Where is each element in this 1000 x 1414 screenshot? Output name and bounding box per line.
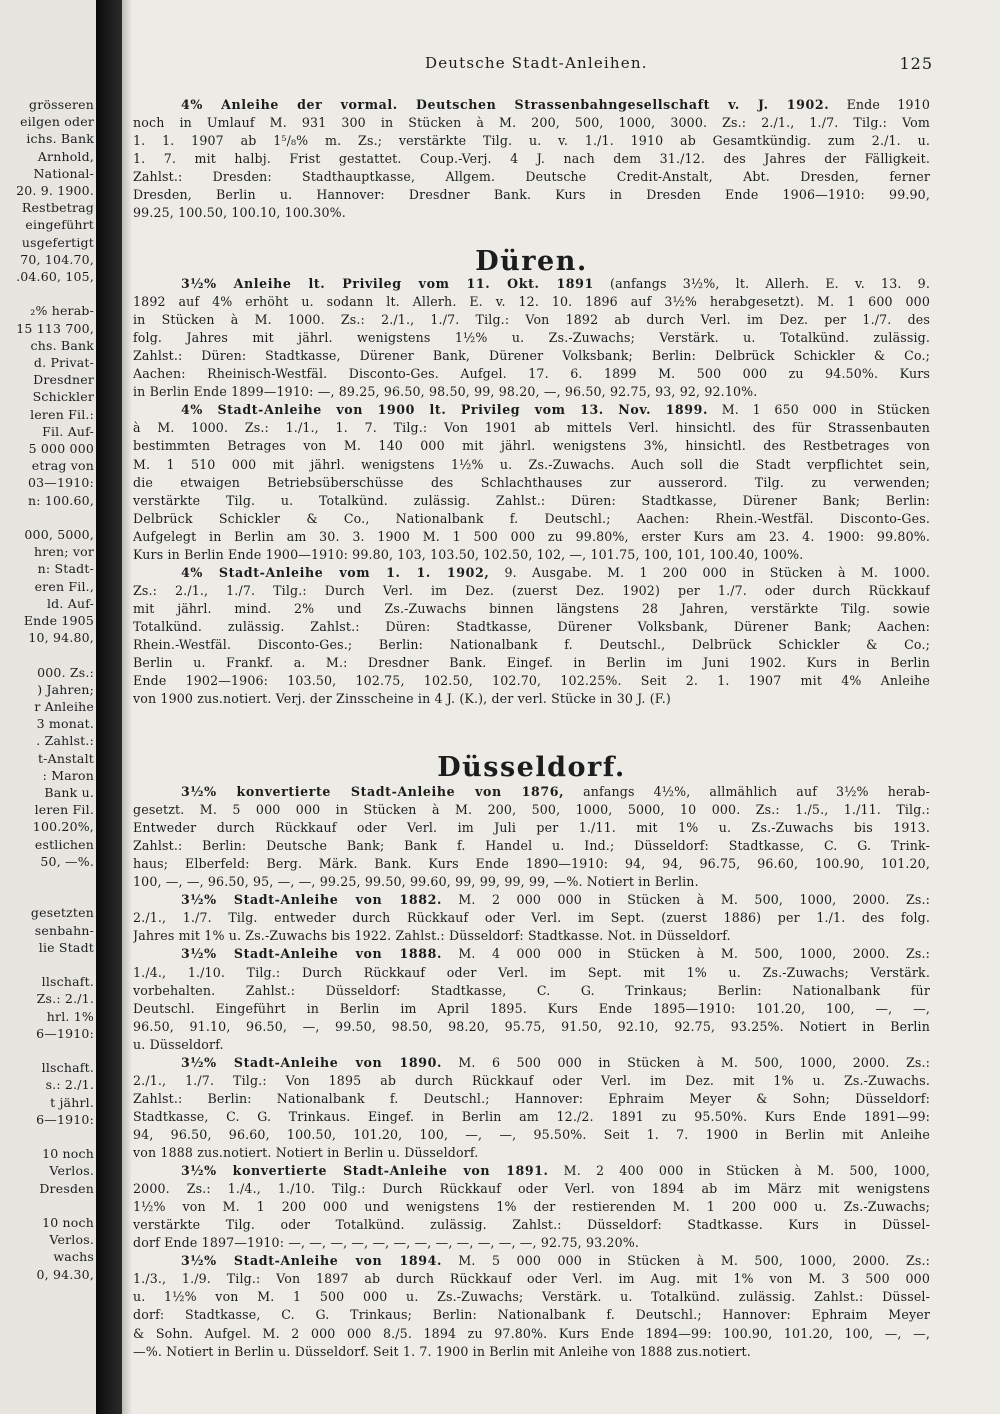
adjacent-page-line: Arnhold,	[37, 148, 94, 164]
line-text: Kurs in Berlin Ende 1900—1910: 99.80, 103, 103.50, 102.50, 102, —, 101.75, 100, 101, 100.40, 100%.	[133, 546, 804, 562]
line-text: Delbrück Schickler & Co., Nationalbank f. Deutschl.; Aachen: Rhein.-Westfäl. Disconto-Ges.	[133, 510, 930, 526]
line-text: 1. 1. 1907 ab 1⁵/₈% m. Zs.; verstärkte Tilg. u. v. 1./1. 1910 ab Gesamtkündig. zum 2./1. u.	[133, 133, 930, 149]
adjacent-page-line: 6—1910:	[36, 1111, 94, 1127]
entry-text-line	[133, 1270, 930, 1287]
line-text: M. 5 000 000 in Stücken à M. 500, 1000, 2000. Zs.:	[441, 1253, 930, 1269]
adjacent-page-line: lie Stadt	[38, 939, 94, 955]
line-text: 99.25, 100.50, 100.10, 100.30%.	[133, 205, 346, 221]
entry-text-line	[133, 456, 930, 473]
entry-heading-line	[181, 275, 930, 292]
entry-text-line	[133, 654, 930, 671]
line-text: 94, 96.50, 96.60, 100.50, 101.20, 100, —, —, 95.50%. Seit 1. 7. 1900 in Berlin mit Anleihe	[133, 1126, 930, 1142]
loan-title: 3½% Stadt-Anleihe von 1894.	[181, 1253, 442, 1269]
entry-text-line	[133, 1180, 930, 1197]
adjacent-page-line: llschaft.	[41, 974, 94, 990]
entry-heading-line	[181, 783, 930, 800]
entry-text-line	[133, 365, 930, 382]
line-text: dorf Ende 1897—1910: —, —, —, —, —, —, —, —, —, —, —, —, 92.75, 93.20%.	[133, 1235, 640, 1251]
entry-text-line	[133, 474, 930, 491]
line-text: M. 4 000 000 in Stücken à M. 500, 1000, 2000. Zs.:	[441, 946, 930, 962]
adjacent-page-line: ₂% herab-	[30, 303, 94, 319]
loan-title: 3½% konvertierte Stadt-Anleihe von 1876,	[181, 784, 565, 799]
adjacent-page-line: hren; vor	[33, 544, 94, 560]
adjacent-page-line: s.: 2./1.	[45, 1077, 94, 1093]
line-text: in Stücken à M. 1000. Zs.: 2./1., 1./7. Tilg.: Von 1892 ab durch Verl. im Dez. per 1./7. des	[133, 312, 930, 328]
adjacent-page-line: estlichen	[34, 836, 94, 852]
adjacent-page-line: Dresdner	[33, 372, 94, 388]
page-number: 125	[899, 54, 933, 73]
loan-title: 4% Anleihe der vormal. Deutschen Strassenbahngesellschaft v. J. 1902.	[181, 97, 830, 112]
entry-text-line	[133, 982, 930, 999]
adjacent-page-line: 100.20%,	[32, 819, 94, 835]
line-text: Ende 1902—1906: 103.50, 102.75, 102.50, 102.70, 102.25%. Seit 2. 1. 1907 mit 4% Anleihe	[133, 673, 930, 689]
adjacent-page-line: 15 113 700,	[16, 320, 94, 336]
entry-text-line	[133, 204, 930, 221]
adjacent-page-line: ld. Auf-	[46, 595, 94, 611]
entry-text-line	[133, 528, 930, 545]
entry-heading-line	[181, 1054, 930, 1071]
line-text: Zahlst.: Berlin: Nationalbank f. Deutschl.; Hannover: Ephraim Meyer & Sohn; Düsseldorf:	[133, 1090, 930, 1106]
adjacent-page-line: 03—1910:	[27, 475, 94, 491]
adjacent-page-strip	[0, 0, 96, 1414]
line-text: 2./1., 1./7. Tilg.: Von 1895 ab durch Rückkauf oder Verl. im Dez. mit 1% u. Zs.-Zuwachs.	[133, 1072, 930, 1088]
loan-title: 3½% Anleihe lt. Privileg vom 11. Okt. 1891	[181, 276, 594, 291]
line-text: (anfangs 3½%, lt. Allerh. E. v. 13. 9.	[593, 276, 930, 291]
line-text: in Berlin Ende 1899—1910: —, 89.25, 96.50, 98.50, 99, 98.20, —, 96.50, 92.75, 93, 92, 92.10%.	[133, 384, 758, 400]
entry-text-line	[133, 510, 930, 527]
running-title: Deutsche Stadt-Anleihen.	[425, 54, 648, 72]
line-text: folg. Jahres mit jährl. wenigstens 1½% u. Zs.-Zuwachs; Verstärk. u. Totalkünd. zulässig.	[133, 330, 930, 346]
line-text: Zahlst.: Düren: Stadtkasse, Dürener Bank, Dürener Volksbank; Berlin: Delbrück Schickler & Co.;	[133, 348, 930, 364]
entry-text-line	[133, 1343, 930, 1360]
entry-text-line	[133, 347, 930, 364]
entry-heading-line	[181, 564, 930, 581]
gutter-shadow	[122, 0, 132, 1414]
line-text: Stadtkasse, C. G. Trinkaus. Eingef. in Berlin am 12./2. 1891 zu 95.50%. Kurs Ende 1891—99:	[133, 1108, 930, 1124]
line-text: anfangs 4½%, allmählich auf 3½% herab-	[564, 784, 930, 799]
entry-text-line	[133, 1072, 930, 1089]
entry-text-line	[133, 927, 930, 944]
adjacent-page-line: d. Privat-	[33, 355, 94, 370]
line-text: verstärkte Tilg. u. Totalkünd. zulässig. Zahlst.: Düren: Stadtkasse, Dürener Bank; Berlin:	[133, 492, 930, 508]
adjacent-page-line: eingeführt	[25, 217, 94, 233]
line-text: M. 2 400 000 in Stücken à M. 500, 1000,	[548, 1163, 930, 1179]
adjacent-page-line: etrag von	[31, 458, 94, 474]
city-heading: Düren.	[475, 246, 588, 277]
line-text: Aufgelegt in Berlin am 30. 3. 1900 M. 1 500 000 zu 99.80%, erster Kurs am 23. 4. 1900: 99.80%.	[133, 528, 930, 544]
entry-text-line	[133, 311, 930, 328]
entry-text-line	[133, 419, 930, 436]
line-text: & Sohn. Aufgel. M. 2 000 000 8./5. 1894 zu 97.80%. Kurs Ende 1894—99: 100.90, 101.20, 100, —, —,	[133, 1325, 930, 1341]
adjacent-page-line: 10 noch	[42, 1146, 94, 1162]
entry-text-line	[133, 672, 930, 689]
entry-text-line	[133, 690, 930, 707]
adjacent-page-line: Restbetrag	[21, 200, 94, 216]
entry-text-line	[133, 1018, 930, 1035]
line-text: u. Düsseldorf.	[133, 1036, 224, 1052]
adjacent-page-line: leren Fil.:	[30, 406, 94, 422]
adjacent-page-line: Fil. Auf-	[42, 423, 94, 439]
entry-text-line	[133, 582, 930, 599]
line-text: 100, —, —, 96.50, 95, —, —, 99.25, 99.50, 99.60, 99, 99, 99, 99, —%. Notiert in Berlin.	[133, 874, 699, 890]
adjacent-page-line: hrl. 1%	[46, 1008, 94, 1024]
page-header	[133, 54, 933, 76]
entry-text-line	[133, 437, 930, 454]
adjacent-page-line: 70, 104.70,	[20, 251, 94, 267]
line-text: noch in Umlauf M. 931 300 in Stücken à M. 200, 500, 1000, 3000. Zs.: 2./1., 1./7. Tilg.: Vom	[133, 115, 930, 131]
line-text: à M. 1000. Zs.: 1./1., 1. 7. Tilg.: Von 1901 ab mittels Verl. hinsichtl. des für Strassenbauten	[133, 420, 930, 436]
line-text: M. 1 510 000 mit jährl. wenigstens 1½% u. Zs.-Zuwachs. Auch soll die Stadt verpflichtet sein,	[133, 456, 930, 472]
entry-text-line	[133, 546, 930, 563]
entry-heading-line	[181, 401, 930, 418]
entry-text-line	[133, 636, 930, 653]
entry-text-line	[133, 909, 930, 926]
line-text: M. 2 000 000 in Stücken à M. 500, 1000, 2000. Zs.:	[441, 892, 930, 908]
adjacent-page-line: llschaft.	[41, 1060, 94, 1076]
adjacent-page-line: Zs.: 2./1.	[36, 991, 94, 1007]
entry-text-line	[133, 329, 930, 346]
entry-text-line	[133, 293, 930, 310]
adjacent-page-line: Schickler	[32, 389, 94, 405]
adjacent-page-line: t jährl.	[50, 1094, 94, 1110]
line-text: von 1888 zus.notiert. Notiert in Berlin u. Düsseldorf.	[133, 1145, 479, 1160]
adjacent-page-line: 10, 94.80,	[28, 630, 94, 646]
entry-text-line	[133, 1036, 930, 1053]
line-text: Zahlst.: Berlin: Deutsche Bank; Bank f. Handel u. Ind.; Düsseldorf: Stadtkasse, C. G. Trink-	[133, 838, 930, 854]
adjacent-page-line: 000. Zs.:	[37, 664, 94, 680]
adjacent-page-line: .04.60, 105,	[16, 269, 94, 284]
line-text: Deutschl. Eingeführt in Berlin im April 1895. Kurs Ende 1895—1910: 101.20, 100, —, —,	[133, 1000, 930, 1016]
entry-text-line	[133, 383, 930, 400]
adjacent-page-line: gesetzten	[30, 905, 94, 921]
city-heading: Düsseldorf.	[437, 752, 626, 783]
entry-text-line	[133, 1090, 930, 1107]
entry-heading-line	[181, 891, 930, 908]
line-text: von 1900 zus.notiert. Verj. der Zinsscheine in 4 J. (K.), der verl. Stücke in 30 J. (F.)	[133, 691, 671, 707]
line-text: mit jährl. mind. 2% und Zs.-Zuwachs binnen längstens 28 Jahren, verstärkte Tilg. sowie	[133, 600, 930, 616]
adjacent-page-line: usgefertigt	[21, 234, 94, 250]
entry-text-line	[133, 1325, 930, 1342]
adjacent-page-line: 3 monat.	[36, 716, 94, 732]
entry-text-line	[133, 186, 930, 203]
loan-title: 3½% Stadt-Anleihe von 1882.	[181, 892, 442, 908]
adjacent-page-line: r Anleihe	[34, 699, 94, 714]
adjacent-page-line: 20. 9. 1900.	[16, 183, 94, 198]
adjacent-page-line: Verlos.	[49, 1163, 94, 1179]
entry-text-line	[133, 964, 930, 981]
entry-heading-line	[181, 1252, 930, 1269]
line-text: gesetzt. M. 5 000 000 in Stücken à M. 200, 500, 1000, 5000, 10 000. Zs.: 1./5., 1./11. Tilg.:	[133, 802, 930, 818]
adjacent-page-line: Verlos.	[49, 1232, 94, 1248]
adjacent-page-line: chs. Bank	[30, 337, 94, 353]
entry-text-line	[133, 801, 930, 818]
entry-text-line	[133, 492, 930, 509]
adjacent-page-line: . Zahlst.:	[36, 733, 94, 749]
adjacent-page-line: 10 noch	[42, 1215, 94, 1230]
line-text: die etwaigen Betriebsüberschüsse des Schlachthauses zur ausserord. Tilg. zu verwenden;	[133, 474, 930, 490]
adjacent-page-line: wachs	[53, 1249, 94, 1265]
line-text: verstärkte Tilg. oder Totalkünd. zulässig. Zahlst.: Düsseldorf: Stadtkasse. Kurs in Düssel-	[133, 1217, 930, 1233]
line-text: Berlin u. Frankf. a. M.: Dresdner Bank. Eingef. in Berlin im Juni 1902. Kurs in Berlin	[133, 655, 930, 671]
adjacent-page-line: senbahn-	[34, 922, 94, 938]
line-text: M. 1 650 000 in Stücken	[708, 402, 930, 418]
line-text: Ende 1910	[829, 97, 930, 112]
line-text: dorf: Stadtkasse, C. G. Trinkaus; Berlin: Nationalbank f. Deutschl.; Hannover: Ephraim Meyer	[133, 1307, 930, 1323]
entry-text-line	[133, 168, 930, 185]
entry-text-line	[133, 873, 930, 890]
page-body	[133, 0, 933, 1414]
adjacent-page-line: 5 000 000	[28, 441, 94, 456]
entry-text-line	[133, 600, 930, 617]
line-text: Totalkünd. zulässig. Zahlst.: Düren: Stadtkasse, Dürener Volksbank, Dürener Bank; Aachen:	[133, 618, 930, 634]
adjacent-page-line: t-Anstalt	[37, 750, 94, 766]
loan-title: 3½% Stadt-Anleihe von 1890.	[181, 1054, 442, 1070]
line-text: haus; Elberfeld: Berg. Märk. Bank. Kurs Ende 1890—1910: 94, 94, 96.75, 96.60, 100.90, 101.20,	[133, 856, 930, 872]
adjacent-page-line: ichs. Bank	[26, 131, 94, 147]
adjacent-page-line: leren Fil.	[34, 802, 94, 818]
line-text: 1. 7. mit halbj. Frist gestattet. Coup.-Verj. 4 J. nach dem 31./12. des Jahres der Fälligkeit.	[133, 151, 930, 167]
line-text: M. 6 500 000 in Stücken à M. 500, 1000, 2000. Zs.:	[441, 1054, 930, 1070]
line-text: Entweder durch Rückkauf oder Verl. im Juli per 1./11. mit 1% u. Zs.-Zuwachs bis 1913.	[133, 820, 930, 836]
entry-text-line	[133, 1144, 930, 1161]
entry-text-line	[133, 1126, 930, 1143]
entry-text-line	[133, 855, 930, 872]
adjacent-page-line: ) Jahren;	[37, 681, 94, 697]
line-text: —%. Notiert in Berlin u. Düsseldorf. Seit 1. 7. 1900 in Berlin mit Anleihe von 1888 zus.notiert.	[133, 1343, 751, 1359]
line-text: 1./4., 1./10. Tilg.: Durch Rückkauf oder Verl. im Sept. mit 1% u. Zs.-Zuwachs; Verstärk.	[133, 964, 930, 980]
entry-text-line	[133, 1108, 930, 1125]
line-text: 96.50, 91.10, 96.50, —, 99.50, 98.50, 98.20, 95.75, 91.50, 92.10, 92.75, 93.25%. Notiert in Berlin	[133, 1018, 930, 1034]
line-text: 1./3., 1./9. Tilg.: Von 1897 ab durch Rückkauf oder Verl. im Aug. mit 1% von M. 3 500 000	[133, 1271, 930, 1287]
line-text: Zs.: 2./1., 1./7. Tilg.: Durch Verl. im Dez. (zuerst Dez. 1902) per 1./7. oder durch Rückkauf	[133, 582, 930, 598]
line-text: 1½% von M. 1 200 000 und wenigstens 1% der restierenden M. 1 200 000 u. Zs.-Zuwachs;	[133, 1199, 930, 1215]
entry-text-line	[133, 1216, 930, 1233]
entry-text-line	[133, 819, 930, 836]
line-text: bestimmten Betrages von M. 140 000 mit jährl. wenigstens 3%, hinsichtl. des Restbetrages von	[133, 438, 930, 454]
loan-title: 3½% konvertierte Stadt-Anleihe von 1891.	[181, 1163, 549, 1179]
line-text: Dresden, Berlin u. Hannover: Dresdner Bank. Kurs in Dresden Ende 1906—1910: 99.90,	[133, 187, 930, 203]
adjacent-page-line: National-	[33, 165, 94, 181]
loan-title: 4% Stadt-Anleihe vom 1. 1. 1902,	[181, 564, 490, 580]
line-text: u. 1½% von M. 1 500 000 u. Zs.-Zuwachs; Verstärk. u. Totalkünd. zulässig. Zahlst.: Düssel-	[133, 1289, 930, 1305]
line-text: 2000. Zs.: 1./4., 1./10. Tilg.: Durch Rückkauf oder Verl. von 1894 ab im März mit wenigstens	[133, 1181, 930, 1197]
adjacent-page-line: eren Fil.,	[34, 578, 94, 594]
line-text: 1892 auf 4% erhöht u. sodann lt. Allerh. E. v. 12. 10. 1896 auf 3½% herabgesetzt). M. 1 600 000	[133, 294, 930, 310]
entry-heading-line	[181, 945, 930, 962]
line-text: Zahlst.: Dresden: Stadthauptkasse, Allgem. Deutsche Credit-Anstalt, Abt. Dresden, ferner	[133, 169, 930, 185]
entry-text-line	[133, 1234, 930, 1251]
loan-title: 4% Stadt-Anleihe von 1900 lt. Privileg vom 13. Nov. 1899.	[181, 402, 709, 418]
loan-title: 3½% Stadt-Anleihe von 1888.	[181, 946, 442, 962]
entry-heading-line	[181, 96, 930, 113]
adjacent-page-line: n: Stadt-	[37, 561, 94, 577]
entry-text-line	[133, 132, 930, 149]
entry-text-line	[133, 1198, 930, 1215]
adjacent-page-line: Dresden	[39, 1180, 94, 1196]
line-text: 2./1., 1./7. Tilg. entweder durch Rückkauf oder Verl. im Sept. (zuerst 1886) per 1./1. des folg.	[133, 910, 930, 926]
adjacent-page-line: Bank u.	[44, 785, 94, 800]
entry-text-line	[133, 1306, 930, 1323]
adjacent-page-line: eilgen oder	[20, 114, 94, 130]
adjacent-page-line: 6—1910:	[36, 1025, 94, 1041]
entry-text-line	[133, 1000, 930, 1017]
line-text: vorbehalten. Zahlst.: Düsseldorf: Stadtkasse, C. G. Trinkaus; Berlin: Nationalbank für	[133, 982, 930, 998]
line-text: 9. Ausgabe. M. 1 200 000 in Stücken à M. 1000.	[489, 564, 930, 580]
line-text: Rhein.-Westfäl. Disconto-Ges.; Berlin: Nationalbank f. Deutschl., Delbrück Schickler & Co.;	[133, 637, 930, 652]
entry-text-line	[133, 114, 930, 131]
adjacent-page-line: grösseren	[29, 97, 94, 112]
adjacent-page-line: n: 100.60,	[28, 492, 94, 508]
entry-text-line	[133, 618, 930, 635]
adjacent-page-line: 0, 94.30,	[36, 1266, 94, 1282]
adjacent-page-line: Ende 1905	[23, 613, 94, 628]
line-text: Aachen: Rheinisch-Westfäl. Disconto-Ges. Aufgel. 17. 6. 1899 M. 500 000 zu 94.50%. Kurs	[133, 366, 930, 382]
adjacent-page-line: : Maron	[42, 767, 94, 783]
line-text: Jahres mit 1% u. Zs.-Zuwachs bis 1922. Zahlst.: Düsseldorf: Stadtkasse. Not. in Düsseldorf.	[133, 928, 731, 944]
adjacent-page-line: 000, 5000,	[24, 527, 94, 542]
entry-text-line	[133, 837, 930, 854]
entry-heading-line	[181, 1162, 930, 1179]
entry-text-line	[133, 1288, 930, 1305]
book-gutter	[96, 0, 122, 1414]
adjacent-page-line: 50, —%.	[40, 853, 94, 869]
entry-text-line	[133, 150, 930, 167]
